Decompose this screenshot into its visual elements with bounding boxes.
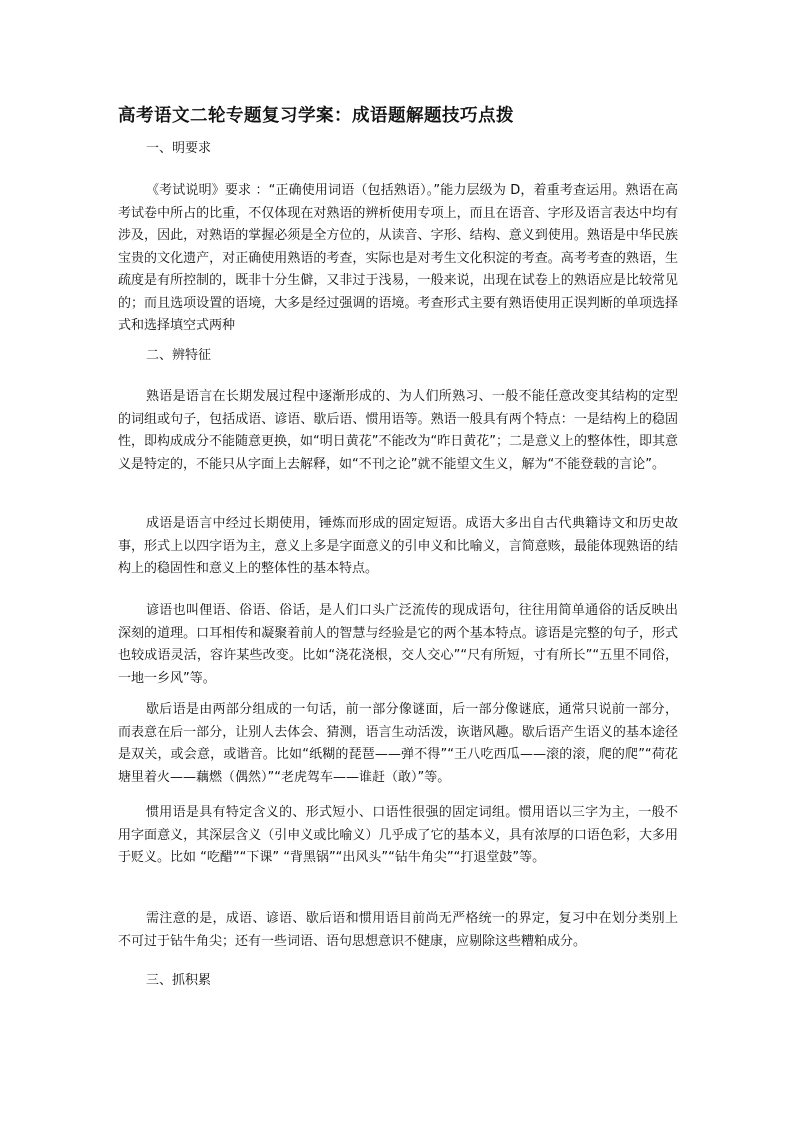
paragraph-idioms-definition: 熟语是语言在长期发展过程中逐渐形成的、为人们所熟习、一般不能任意改变其结构的定型的词组或句子，包括成语、谚语、歇后语、惯用语等。熟语一般具有两个特点：一是结构上的稳固性，即构成成分不能随意更换，如“明日黄花”不能改为“昨日黄花”；二是意义上的整体性，即其意义是特定的，不能只从字面上去解释，如“不刊之论”就不能望文生义，解为“不能登载的言论”。 [118, 389, 678, 472]
paragraph-guanyongyu: 惯用语是具有特定含义的、形式短小、口语性很强的固定词组。惯用语以三字为主，一般不用字面意义，其深层含义（引申义或比喻义）几乎成了它的基本义，具有浓厚的口语色彩，大多用于贬义。比如 “吃醋”“下课” “背黑锅”“出风头”“钻牛角尖”“打退堂鼓”等。 [118, 805, 678, 865]
section-heading-requirements: 一、明要求 [146, 141, 212, 156]
section-heading-characteristics: 二、辨特征 [146, 348, 212, 363]
paragraph-notes: 需注意的是，成语、谚语、歇后语和惯用语目前尚无严格统一的界定，复习中在划分类别上不可过于钻牛角尖；还有一些词语、语句思想意识不健康，应剔除这些糟粕成分。 [118, 911, 678, 949]
paragraph-chengyu: 成语是语言中经过长期使用，锤炼而形成的固定短语。成语大多出自古代典籍诗文和历史故事，形式上以四字语为主，意义上多是字面意义的引申义和比喻义，言简意赅，最能体现熟语的结构上的稳固性和意义上的整体性的基本特点。 [118, 516, 678, 576]
paragraph-xiehouyu: 歇后语是由两部分组成的一句话，前一部分像谜面，后一部分像谜底，通常只说前一部分，而表意在后一部分，让别人去体会、猜测，语言生动活泼，诙谐风趣。歇后语产生语义的基本途径是双关，或会意，或谐音。比如“纸糊的琵琶——弹不得”“王八吃西瓜——滚的滚，爬的爬”“荷花塘里着火——藕燃（偶然）”“老虎驾车——谁赶（敢）”等。 [118, 702, 678, 785]
document-title: 高考语文二轮专题复习学案：成语题解题技巧点拨 [118, 106, 514, 126]
paragraph-proverbs: 谚语也叫俚语、俗语、俗话，是人们口头广泛流传的现成语句，往往用简单通俗的话反映出深刻的道理。口耳相传和凝聚着前人的智慧与经验是它的两个基本特点。谚语是完整的句子，形式也较成语灵活，容许某些改变。比如“浇花浇根，交人交心”“尺有所短，寸有所长”“五里不同俗，一地一乡风”等。 [118, 603, 678, 686]
paragraph-exam-requirements: 《考试说明》要求 ：“正确使用词语（包括熟语）。”能力层级为 D，着重考查运用。熟语在高考试卷中所占的比重，不仅体现在对熟语的辨析使用专项上，而且在语音、字形及语言表达中均有涉及，因此，对熟语的掌握必须是全方位的，从读音、字形、结构、意义到使用。熟语是中华民族宝贵的文化遗产，对正确使用熟语的考查，实际也是对考生文化积淀的考查。高考考查的熟语，生疏度是有所控制的，既非十分生僻，又非过于浅易，一般来说，出现在试卷上的熟语应是比较常见的；而且选项设置的语境，大多是经过强调的语境。考查形式主要有熟语使用正误判断的单项选择式和选择填空式两种 [118, 183, 678, 333]
section-heading-accumulation: 三、抓积累 [146, 973, 212, 988]
